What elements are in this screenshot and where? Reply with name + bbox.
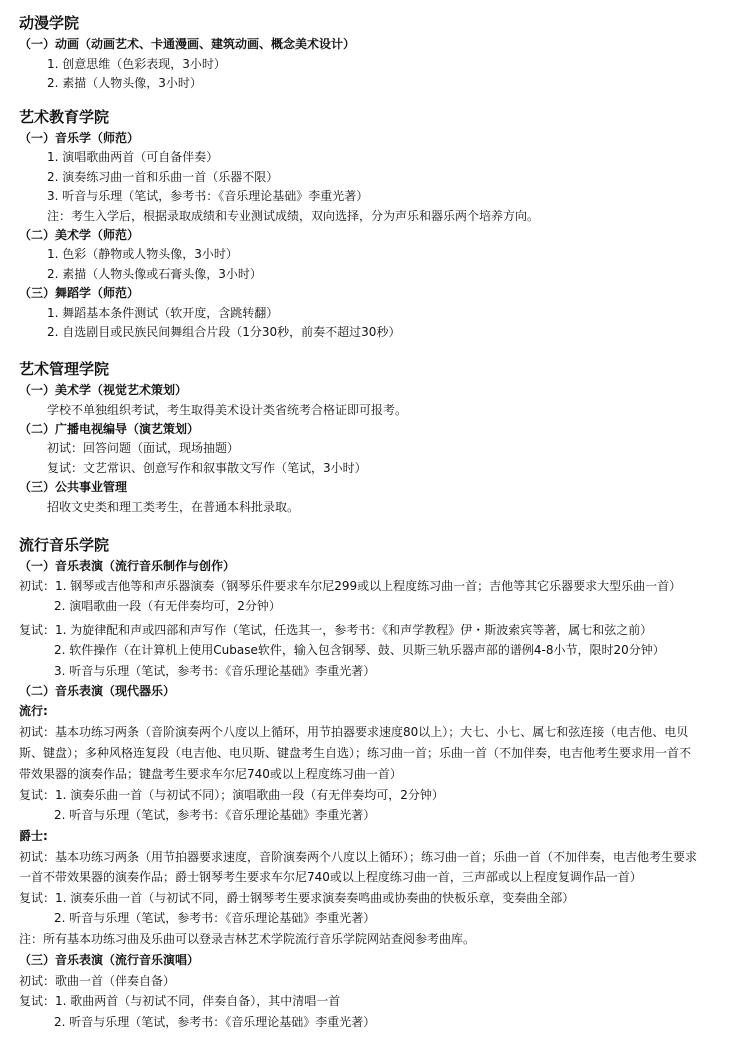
list-item: 1. 创意思维（色彩表现，3小时） [47,57,226,71]
body-text: 学校不单独组织考试，考生取得美术设计类省统考合格证即可报考。 [47,403,408,417]
list-item: 2. 听音与乐理（笔试，参考书：《音乐理论基础》李重光著） [54,1015,376,1029]
list-item: 1. 色彩（静物或人物头像，3小时） [47,247,238,261]
body-text: 复试：1. 演奏乐曲一首（与初试不同）；演唱歌曲一段（有无伴奏均可，2分钟） [19,788,444,802]
subsection-heading: （三）舞蹈学（师范） [19,286,140,300]
category-label: 爵士: [19,829,48,843]
list-item: 2. 听音与乐理（笔试，参考书：《音乐理论基础》李重光著） [54,808,376,822]
body-text: 一首不带效果器的演奏作品；爵士钢琴考生要求车尔尼740或以上程度练习曲一首，三声部或以上程度复调作品一首） [19,870,642,884]
list-item: 2. 演奏练习曲一首和乐曲一首（乐器不限） [47,170,279,184]
body-text: 初试：1. 钢琴或吉他等和声乐器演奏（钢琴乐件要求车尔尼299或以上程度练习曲一首；吉他等其它乐器要求大型乐曲一首） [19,579,682,593]
body-text: 带效果器的演奏作品；键盘考生要求车尔尼740或以上程度练习曲一首） [19,767,402,781]
list-item: 3. 听音与乐理（笔试，参考书：《音乐理论基础》李重光著） [54,664,376,678]
section-title-animation: 动漫学院 [19,14,80,32]
subsection-heading: （三）公共事业管理 [19,480,128,494]
list-item: 3. 听音与乐理（笔试，参考书：《音乐理论基础》李重光著） [47,189,369,203]
subsection-heading: （三）音乐表演（流行音乐演唱） [19,953,200,967]
note-text: 注：所有基本功练习曲及乐曲可以登录吉林艺术学院流行音乐学院网站查阅参考曲库。 [19,932,476,946]
subsection-heading: （一）动画（动画艺术、卡通漫画、建筑动画、概念美术设计） [19,37,356,51]
body-text: 复试：1. 演奏乐曲一首（与初试不同，爵士钢琴考生要求演奏奏鸣曲或协奏曲的快板乐章，变奏曲全部） [19,891,575,905]
list-item: 2. 自选剧目或民族民间舞组合片段（1分30秒，前奏不超过30秒） [47,325,401,339]
body-text: 复试：1. 为旋律配和声或四部和声写作（笔试，任选其一，参考书：《和声学教程》伊・斯波索宾等著，属七和弦之前） [19,623,653,637]
body-text: 招收文史类和理工类考生，在普通本科批录取。 [47,500,300,514]
body-text: 初试：歌曲一首（伴奏自备） [19,974,176,988]
subsection-heading: （二）音乐表演（现代器乐） [19,684,176,698]
body-text: 复试：1. 歌曲两首（与初试不同，伴奏自备），其中清唱一首 [19,994,341,1008]
list-item: 2. 演唱歌曲一段（有无伴奏均可，2分钟） [54,599,281,613]
subsection-heading: （二）美术学（师范） [19,228,140,242]
list-item: 2. 素描（人物头像或石膏头像，3小时） [47,267,262,281]
body-text: 初试：基本功练习两条（音阶演奏两个八度以上循环，用节拍器要求速度80以上）；大七、小七、属七和弦连接（电吉他、电贝 [19,725,689,739]
subsection-heading: （二）广播电视编导（演艺策划） [19,422,200,436]
body-text: 初试：回答问题（面试，现场抽题） [47,441,240,455]
list-item: 2. 素描（人物头像，3小时） [47,76,202,90]
list-item: 1. 舞蹈基本条件测试（软开度，含跳转翻） [47,306,279,320]
section-title-art-management: 艺术管理学院 [19,360,110,378]
list-item: 2. 软件操作（在计算机上使用Cubase软件，输入包含钢琴、鼓、贝斯三轨乐器声部的谱例4-8小节，限时20分钟） [54,643,665,657]
list-item: 1. 演唱歌曲两首（可自备伴奏） [47,150,219,164]
list-item: 2. 听音与乐理（笔试，参考书：《音乐理论基础》李重光著） [54,911,376,925]
subsection-heading: （一）音乐学（师范） [19,131,140,145]
section-title-art-education: 艺术教育学院 [19,108,110,126]
subsection-heading: （一）音乐表演（流行音乐制作与创作） [19,559,236,573]
category-label: 流行: [19,704,48,718]
body-text: 斯、键盘）；多种风格连复段（电吉他、电贝斯、键盘考生自选）；练习曲一首；乐曲一首（不加伴奏，电吉他考生要求用一首不 [19,746,692,760]
subsection-heading: （一）美术学（视觉艺术策划） [19,383,188,397]
body-text: 初试：基本功练习两条（用节拍器要求速度，音阶演奏两个八度以上循环）；练习曲一首；乐曲一首（不加伴奏，电吉他考生要求 [19,850,698,864]
body-text: 复试：文艺常识、创意写作和叙事散文写作（笔试，3小时） [47,461,367,475]
note-text: 注：考生入学后，根据录取成绩和专业测试成绩，双向选择，分为声乐和器乐两个培养方向。 [47,209,540,223]
section-title-pop-music: 流行音乐学院 [19,536,110,554]
